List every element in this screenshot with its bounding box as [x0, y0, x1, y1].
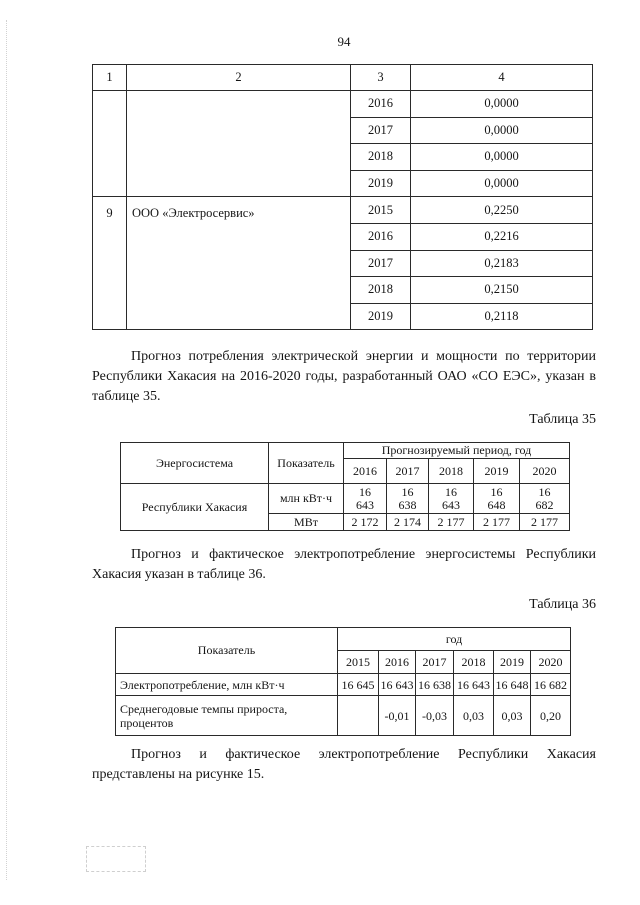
value-cell [474, 484, 520, 514]
stamp-mark [86, 846, 146, 872]
table-continuation-body [93, 91, 593, 330]
table-row [93, 91, 593, 118]
paragraph-3: Прогноз и фактическое электропотребление Республики Хакасия представлены на рисунке 15. [92, 747, 596, 782]
value-cell [338, 696, 379, 736]
value-text: 16 638 [398, 484, 417, 512]
year-cell: 2018 [351, 277, 411, 304]
table-35 [120, 442, 570, 531]
table-row [93, 197, 593, 224]
year-header: 2017 [416, 651, 454, 674]
year-header: 2020 [531, 651, 571, 674]
value-cell: 16 638 [416, 674, 454, 696]
value-cell [429, 484, 474, 514]
table-row [116, 674, 571, 696]
paragraph-1: Прогноз потребления электрической энергии и мощности по территории Республики Хакасия на 2016-2020 годы, разработанный ОАО «СО ЕЭС», указан в таблице 35. [92, 349, 596, 404]
value-cell: 0,0000 [411, 144, 593, 171]
value-cell: 2 177 [520, 514, 570, 531]
indicator-cell: Электропотребление, млн кВт·ч [116, 674, 338, 696]
year-header: 2019 [494, 651, 531, 674]
year-cell: 2017 [351, 250, 411, 277]
value-cell: 16 648 [494, 674, 531, 696]
row-number-cell [93, 91, 127, 197]
scan-edge-marks [6, 20, 7, 880]
table-continuation [92, 64, 593, 330]
indicator-cell: Среднегодовые темпы прироста, процентов [116, 696, 338, 736]
value-cell: 2 174 [387, 514, 429, 531]
value-cell [520, 484, 570, 514]
value-text: 16 682 [535, 484, 554, 512]
year-header: 2019 [474, 459, 520, 484]
indicator-cell: МВт [269, 514, 344, 531]
value-cell: 16 645 [338, 674, 379, 696]
value-cell: -0,03 [416, 696, 454, 736]
table-36-body [116, 628, 571, 736]
indicator-header: Показатель [116, 628, 338, 674]
value-cell: 0,2118 [411, 303, 593, 330]
value-cell: 2 177 [474, 514, 520, 531]
table-row [121, 484, 570, 514]
value-cell: 0,03 [454, 696, 494, 736]
value-cell: 0,2216 [411, 223, 593, 250]
column-number-header: 3 [351, 65, 411, 91]
energy-system-cell: Республики Хакасия [121, 484, 269, 531]
table-continuation-header [93, 65, 593, 91]
value-cell: 16 643 [454, 674, 494, 696]
year-header: 2018 [429, 459, 474, 484]
value-text: 16 643 [356, 484, 374, 512]
year-cell: 2019 [351, 303, 411, 330]
value-cell: 0,20 [531, 696, 571, 736]
table-header-row [93, 65, 593, 91]
value-cell: 16 643 [379, 674, 416, 696]
value-cell: 0,0000 [411, 170, 593, 197]
year-header: 2015 [338, 651, 379, 674]
year-header: 2020 [520, 459, 570, 484]
table-header-row [121, 443, 570, 459]
column-number-header: 2 [127, 65, 351, 91]
year-cell: 2018 [351, 144, 411, 171]
value-cell [387, 484, 429, 514]
page-number: 94 [337, 34, 351, 49]
value-cell: 0,2183 [411, 250, 593, 277]
year-header: 2018 [454, 651, 494, 674]
value-cell: 0,2150 [411, 277, 593, 304]
value-cell: -0,01 [379, 696, 416, 736]
table-row [116, 696, 571, 736]
value-cell: 2 177 [429, 514, 474, 531]
value-cell [344, 484, 387, 514]
year-cell: 2015 [351, 197, 411, 224]
table-36-caption: Таблица 36 [529, 597, 596, 612]
table-36 [115, 627, 571, 736]
year-cell: 2017 [351, 117, 411, 144]
year-group-header: год [338, 628, 571, 651]
row-number-cell: 9 [93, 197, 127, 330]
year-cell: 2016 [351, 223, 411, 250]
paragraph-2: Прогноз и фактическое электропотребление энергосистемы Республики Хакасия указан в таблице 36. [92, 547, 596, 582]
table-35-caption: Таблица 35 [529, 412, 596, 427]
indicator-cell: млн кВт·ч [269, 484, 344, 514]
table-35-body [121, 443, 570, 531]
column-number-header: 1 [93, 65, 127, 91]
year-header: 2017 [387, 459, 429, 484]
forecast-period-header: Прогнозируемый период, год [344, 443, 570, 459]
value-cell: 0,2250 [411, 197, 593, 224]
value-text: 16 648 [487, 484, 506, 512]
value-cell: 0,0000 [411, 117, 593, 144]
column-number-header: 4 [411, 65, 593, 91]
energy-system-header: Энергосистема [121, 443, 269, 484]
value-text: 16 643 [442, 484, 460, 512]
year-header: 2016 [379, 651, 416, 674]
table-header-row [116, 628, 571, 651]
organization-name-cell: ООО «Электросервис» [127, 197, 351, 330]
value-cell: 0,03 [494, 696, 531, 736]
indicator-header: Показатель [269, 443, 344, 484]
organization-name-cell [127, 91, 351, 197]
value-cell: 2 172 [344, 514, 387, 531]
year-cell: 2016 [351, 91, 411, 118]
value-cell: 16 682 [531, 674, 571, 696]
year-header: 2016 [344, 459, 387, 484]
value-cell: 0,0000 [411, 91, 593, 118]
year-cell: 2019 [351, 170, 411, 197]
